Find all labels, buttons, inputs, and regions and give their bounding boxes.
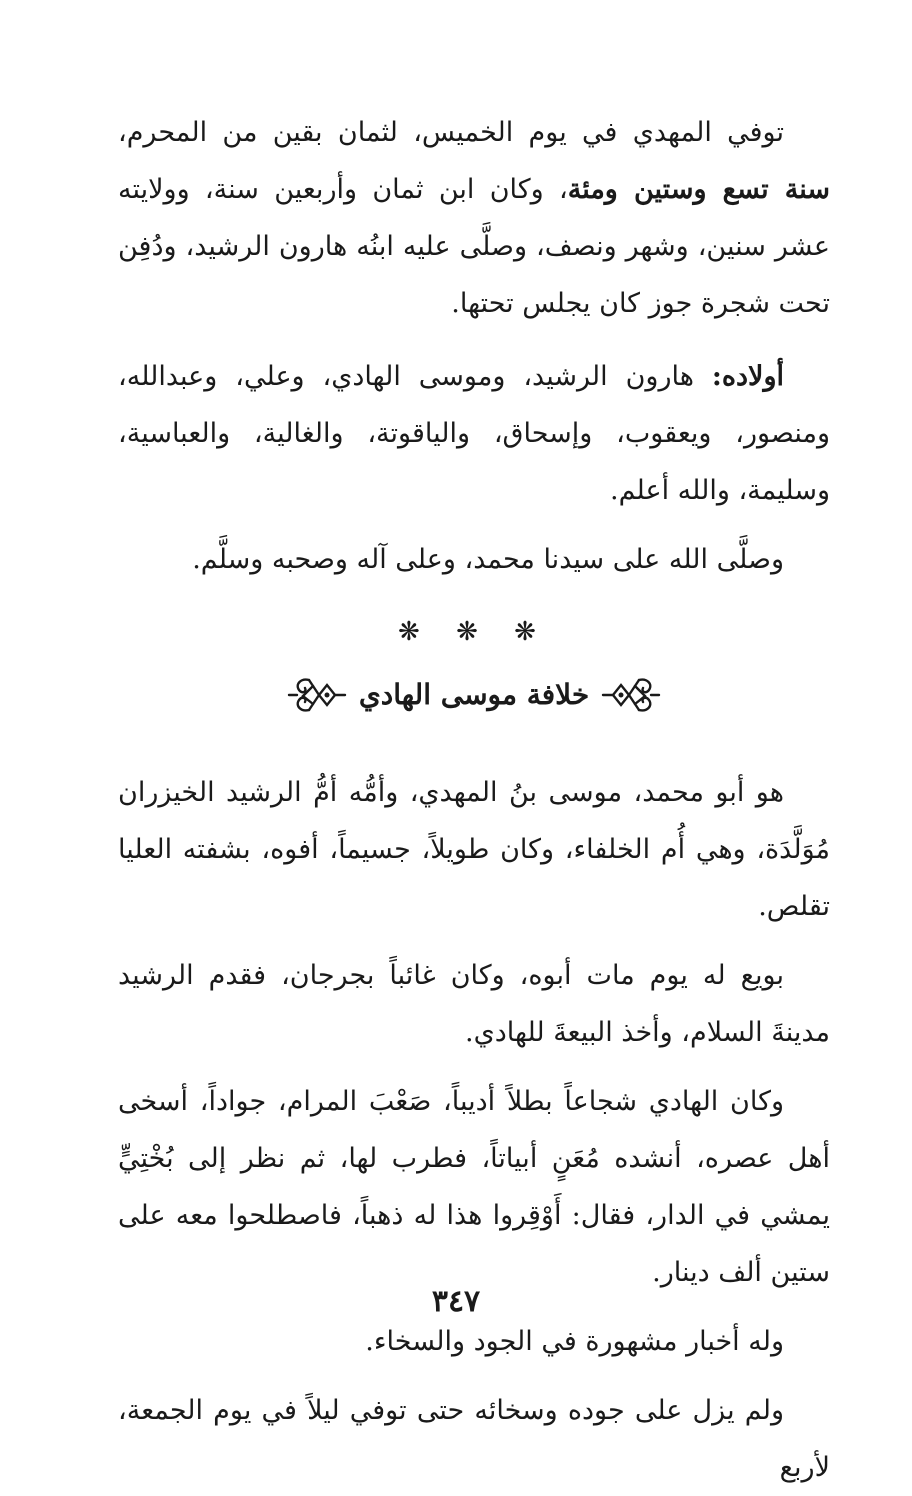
ornament-left-icon bbox=[287, 672, 349, 718]
heading-title: خلافة موسى الهادي bbox=[358, 678, 590, 711]
bold-date: سنة تسع وستين ومئة bbox=[567, 174, 830, 205]
text-segment: توفي المهدي في يوم الخميس، لثمان بقين من المحرم، bbox=[118, 117, 784, 148]
text-segment: ، وكان ابن ثمان وأربعين سنة، وولايته عشر سنين، وشهر ونصف، وصلَّى عليه ابنُه هارون الرشيد، ودُفِن تحت شجرة جوز كان يجلس تحتها. bbox=[118, 174, 830, 319]
ornament-right-icon bbox=[599, 672, 661, 718]
page-number: ٣٤٧ bbox=[431, 1284, 481, 1319]
section-heading bbox=[118, 662, 830, 728]
children-list: هارون الرشيد، وموسى الهادي، وعلي، وعبدالله، ومنصور، ويعقوب، وإسحاق، والياقوتة، والغالية، والعباسية، وسليمة، والله أعلم. bbox=[118, 361, 830, 506]
paragraph-character: وكان الهادي شجاعاً بطلاً أديباً، صَعْبَ المرام، جواداً، أسخى أهل عصره، أنشده مُعَنٍ أبياتاً، فطرب لها، ثم نظر إلى بُخْتِيٍّ يمشي في الدار، فقال: أَوْقِروا هذا له ذهباً، فاصطلحوا معه على ستين ألف دينار. bbox=[118, 1086, 830, 1288]
section-separator: ❋ ❋ ❋ bbox=[398, 617, 550, 647]
paragraph-allegiance: بويع له يوم مات أبوه، وكان غائباً بجرجان، فقدم الرشيد مدينةَ السلام، وأخذ البيعةَ للهادي. bbox=[118, 960, 830, 1048]
paragraph-generosity: وله أخبار مشهورة في الجود والسخاء. bbox=[365, 1326, 784, 1357]
children-label: أولاده: bbox=[711, 361, 784, 392]
paragraph-children bbox=[118, 348, 830, 519]
paragraph-hadi-intro: هو أبو محمد، موسى بنُ المهدي، وأمُّه أمُّ الرشيد الخيزران مُوَلَّدَة، وهي أُم الخلفاء، وكان طويلاً، جسيماً، أفوه، بشفته العليا تقلص. bbox=[118, 777, 830, 922]
paragraph-death-start: ولم يزل على جوده وسخائه حتى توفي ليلاً في يوم الجمعة، لأربع bbox=[118, 1395, 830, 1483]
paragraph-salutation: وصلَّى الله على سيدنا محمد، وعلى آله وصحبه وسلَّم. bbox=[192, 544, 784, 575]
paragraph-mahdi-death bbox=[118, 104, 830, 332]
